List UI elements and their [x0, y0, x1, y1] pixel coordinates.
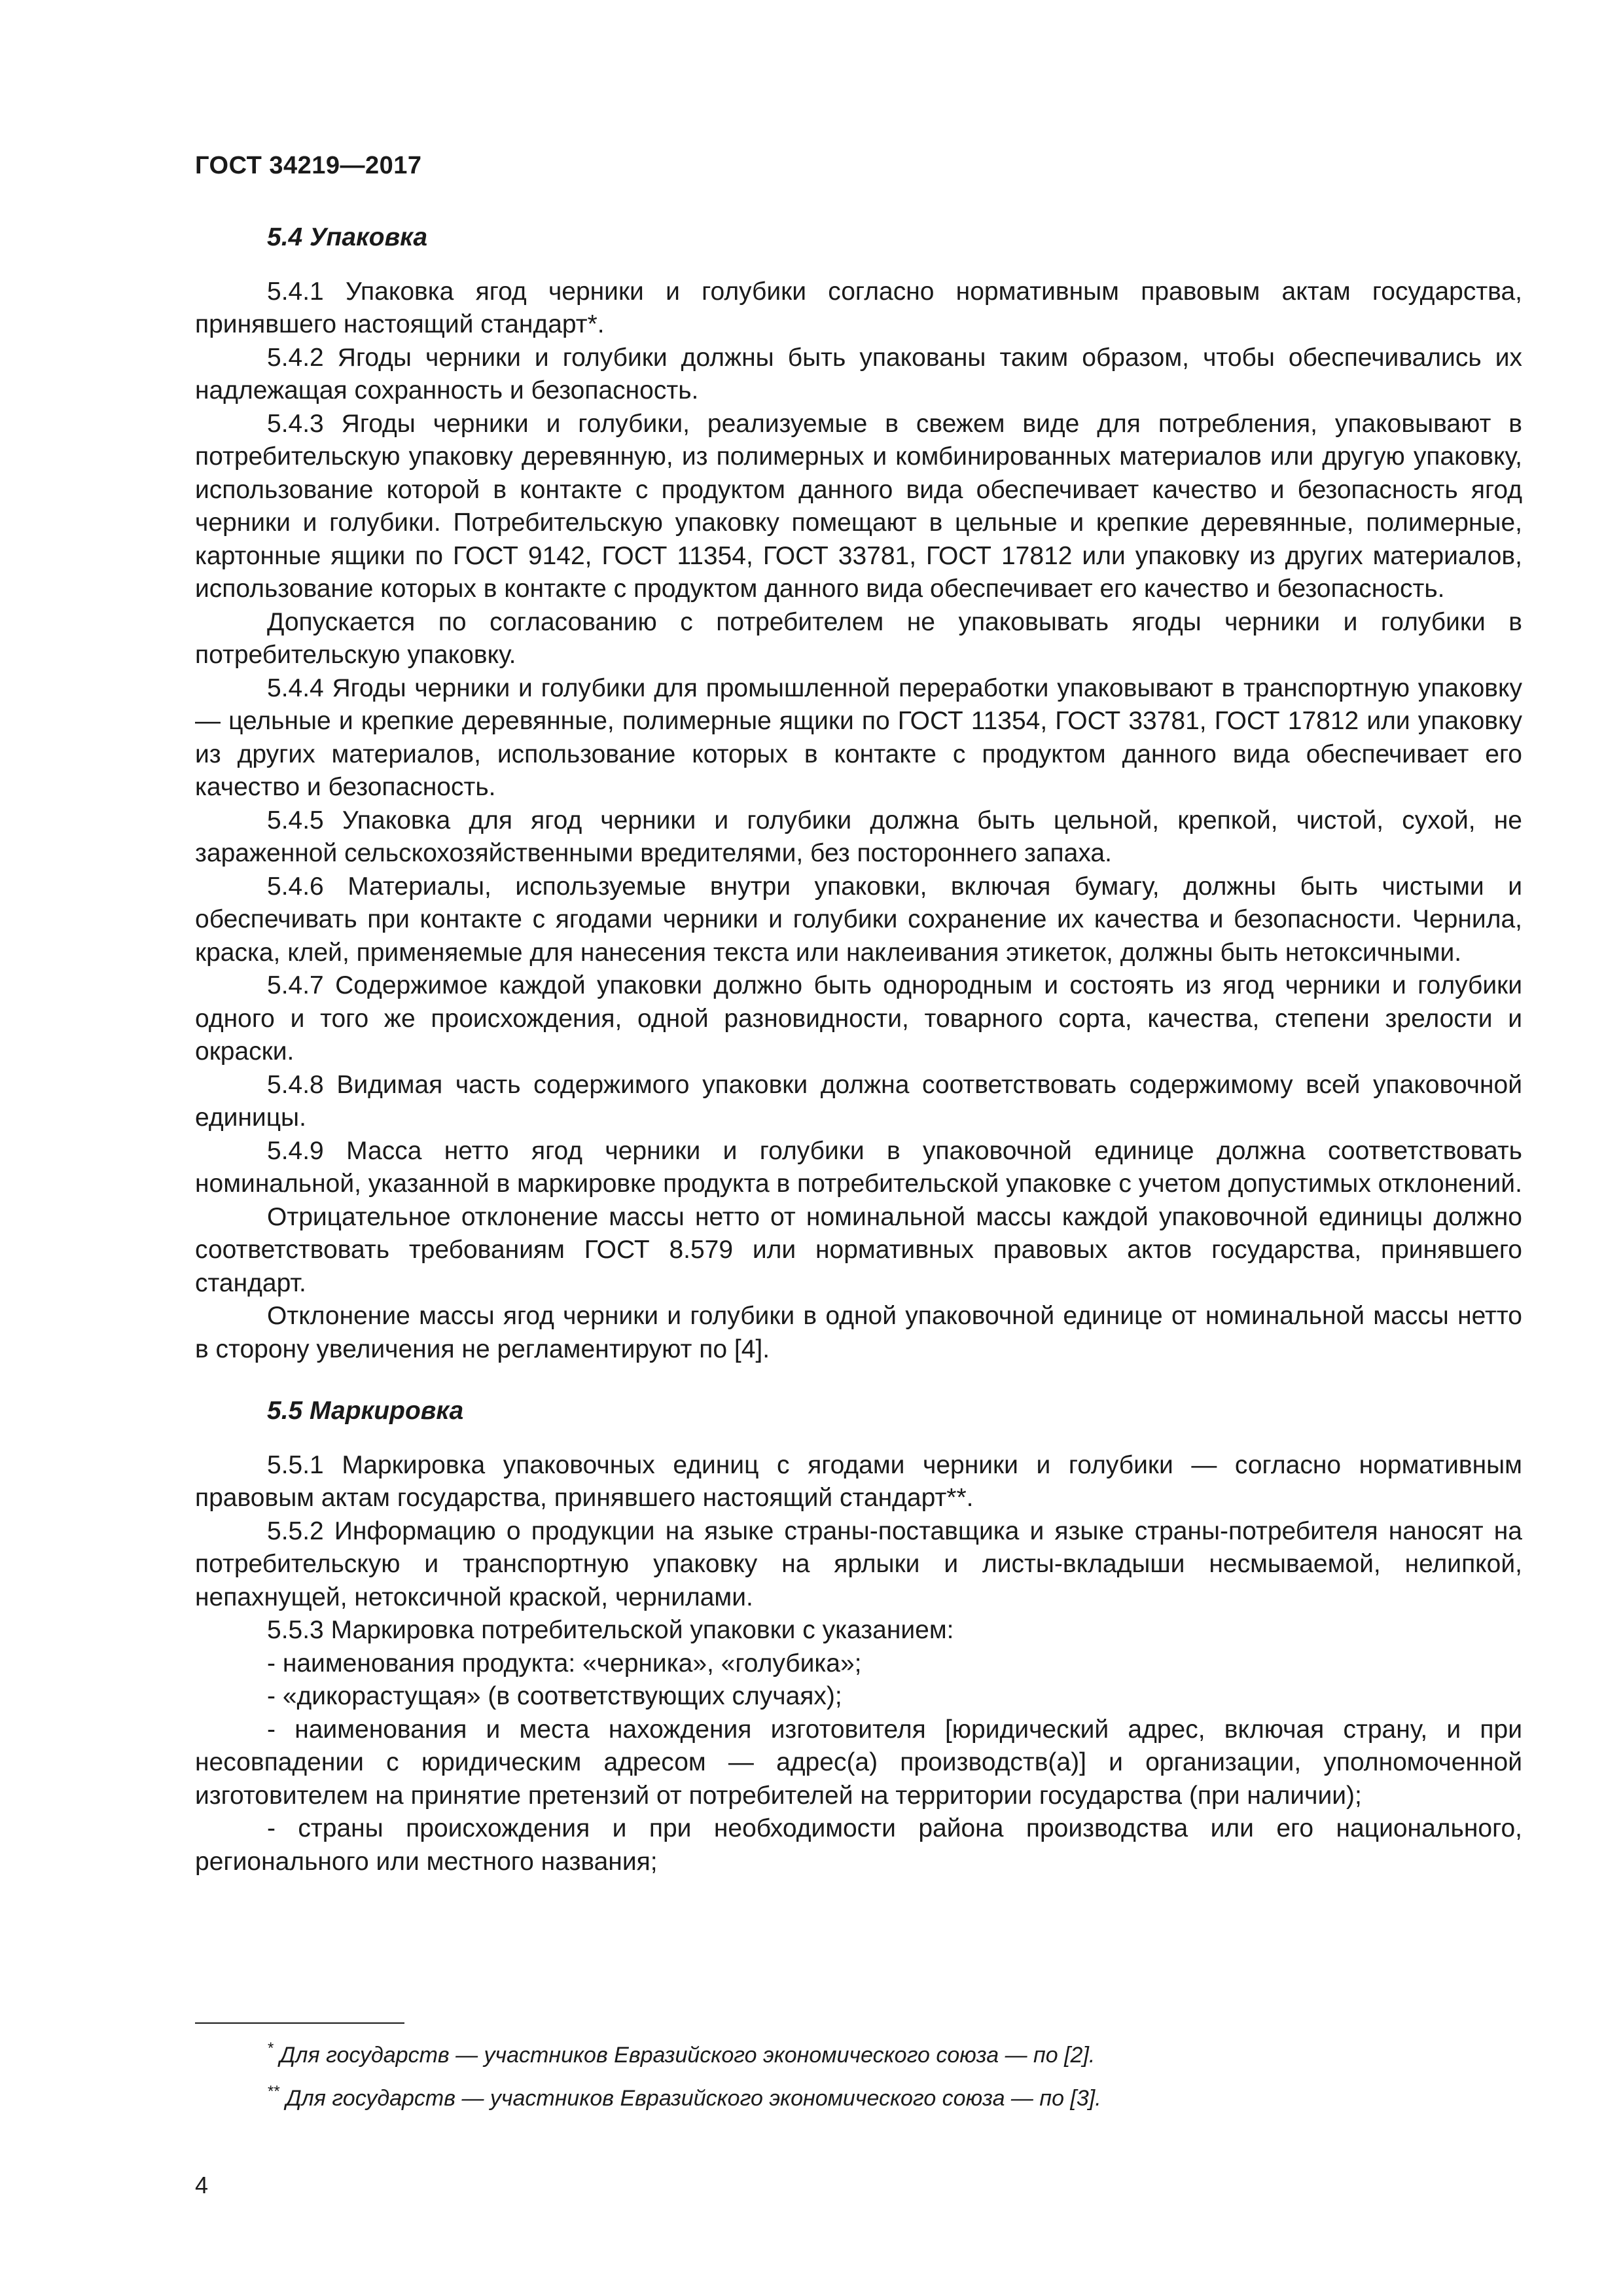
- paragraph-5-4-9: 5.4.9 Масса нетто ягод черники и голубики в упаковочной единице должна соответствовать номинальной, указанной в маркировке продукта в потребительской упаковке с учетом допустимых отклонений.: [195, 1136, 1522, 1198]
- footnotes: [195, 2022, 1522, 2117]
- list-item: - наименования и места нахождения изготовителя [юридический адрес, включая страну, и при несовпадении с юридическим адресом — адрес(а) производств(а)] и организации, уполномоченной изготовителем на принятие претензий от потребителей на территории государства (при наличии);: [195, 1715, 1522, 1810]
- footnote-mark: *: [267, 2039, 274, 2057]
- paragraph-5-4-1: 5.4.1 Упаковка ягод черники и голубики согласно нормативным правовым актам государства, принявшего настоящий стандарт*.: [195, 277, 1522, 338]
- section-heading-marking: 5.5 Маркировка: [267, 1397, 464, 1425]
- list-item: - «дикорастущая» (в соответствующих случаях);: [267, 1682, 842, 1710]
- paragraph-5-5-2: 5.5.2 Информацию о продукции на языке страны-поставщика и языке страны-потребителя наносят на потребительскую и транспортную упаковку на ярлыки и листы-вкладыши несмываемой, нелипкой, непахнущей, нетоксичной краской, чернилами.: [195, 1516, 1522, 1611]
- section-heading-packaging: 5.4 Упаковка: [267, 223, 428, 251]
- footnote-divider: [195, 2022, 404, 2024]
- paragraph-5-4-6: 5.4.6 Материалы, используемые внутри упаковки, включая бумагу, должны быть чистыми и обеспечивать при контакте с ягодами черники и голубики сохранение их качества и безопасности. Чернила, краска, клей, применяемые для нанесения текста или наклеивания этикеток, должны быть нетоксичными.: [195, 872, 1522, 967]
- footnote-text: Для государств — участников Евразийского экономического союза — по [3].: [285, 2086, 1101, 2111]
- document-code: ГОСТ 34219—2017: [195, 152, 422, 179]
- page-number: 4: [195, 2172, 209, 2198]
- paragraph-5-4-3: 5.4.3 Ягоды черники и голубики, реализуемые в свежем виде для потребления, упаковывают в потребительскую упаковку деревянную, из полимерных и комбинированных материалов или другую упаковку, использование которой в контакте с продуктом данного вида обеспечивает качество и безопасность ягод черники и голубики. Потребительскую упаковку помещают в цельные и крепкие деревянные, полимерные, картонные ящики по ГОСТ 9142, ГОСТ 11354, ГОСТ 33781, ГОСТ 17812 или упаковку из других материалов, использование которых в контакте с продуктом данного вида обеспечивает его качество и безопасность.: [195, 409, 1522, 603]
- paragraph-5-5-3: 5.5.3 Маркировка потребительской упаковки с указанием:: [267, 1616, 954, 1644]
- document-body: [195, 221, 1522, 1878]
- footnote-text: Для государств — участников Евразийского экономического союза — по [2].: [279, 2043, 1096, 2068]
- paragraph-5-4-9-negative-deviation: Отрицательное отклонение массы нетто от номинальной массы каждой упаковочной единицы должно соответствовать требованиям ГОСТ 8.579 или нормативных правовых актов государства, принявшего стандарт.: [195, 1202, 1522, 1297]
- footnote-mark: **: [267, 2083, 279, 2100]
- paragraph-5-4-3-note: Допускается по согласованию с потребителем не упаковывать ягоды черники и голубики в потребительскую упаковку.: [195, 607, 1522, 669]
- list-item: - страны происхождения и при необходимости района производства или его национального, регионального или местного названия;: [195, 1814, 1522, 1876]
- paragraph-5-4-4: 5.4.4 Ягоды черники и голубики для промышленной переработки упаковывают в транспортную упаковку — цельные и крепкие деревянные, полимерные ящики по ГОСТ 11354, ГОСТ 33781, ГОСТ 17812 или упаковку из других материалов, использование которых в контакте с продуктом данного вида обеспечивает его качество и безопасность.: [195, 673, 1522, 801]
- list-item: - наименования продукта: «черника», «голубика»;: [267, 1649, 862, 1677]
- paragraph-5-4-7: 5.4.7 Содержимое каждой упаковки должно быть однородным и состоять из ягод черники и голубики одного и того же происхождения, одной разновидности, товарного сорта, качества, степени зрелости и окраски.: [195, 971, 1522, 1066]
- paragraph-5-5-1: 5.5.1 Маркировка упаковочных единиц с ягодами черники и голубики — согласно нормативным правовым актам государства, принявшего настоящий стандарт**.: [195, 1450, 1522, 1512]
- paragraph-5-4-9-positive-deviation: Отклонение массы ягод черники и голубики в одной упаковочной единице от номинальной массы нетто в сторону увеличения не регламентируют по [4].: [195, 1302, 1522, 1363]
- footnote-1: [195, 2030, 1522, 2073]
- paragraph-5-4-2: 5.4.2 Ягоды черники и голубики должны быть упакованы таким образом, чтобы обеспечивались их надлежащая сохранность и безопасность.: [195, 343, 1522, 404]
- paragraph-5-4-8: 5.4.8 Видимая часть содержимого упаковки должна соответствовать содержимому всей упаковочной единицы.: [195, 1070, 1522, 1132]
- paragraph-5-4-5: 5.4.5 Упаковка для ягод черники и голубики должна быть цельной, крепкой, чистой, сухой, не зараженной сельскохозяйственными вредителями, без постороннего запаха.: [195, 806, 1522, 867]
- footnote-2: [195, 2073, 1522, 2117]
